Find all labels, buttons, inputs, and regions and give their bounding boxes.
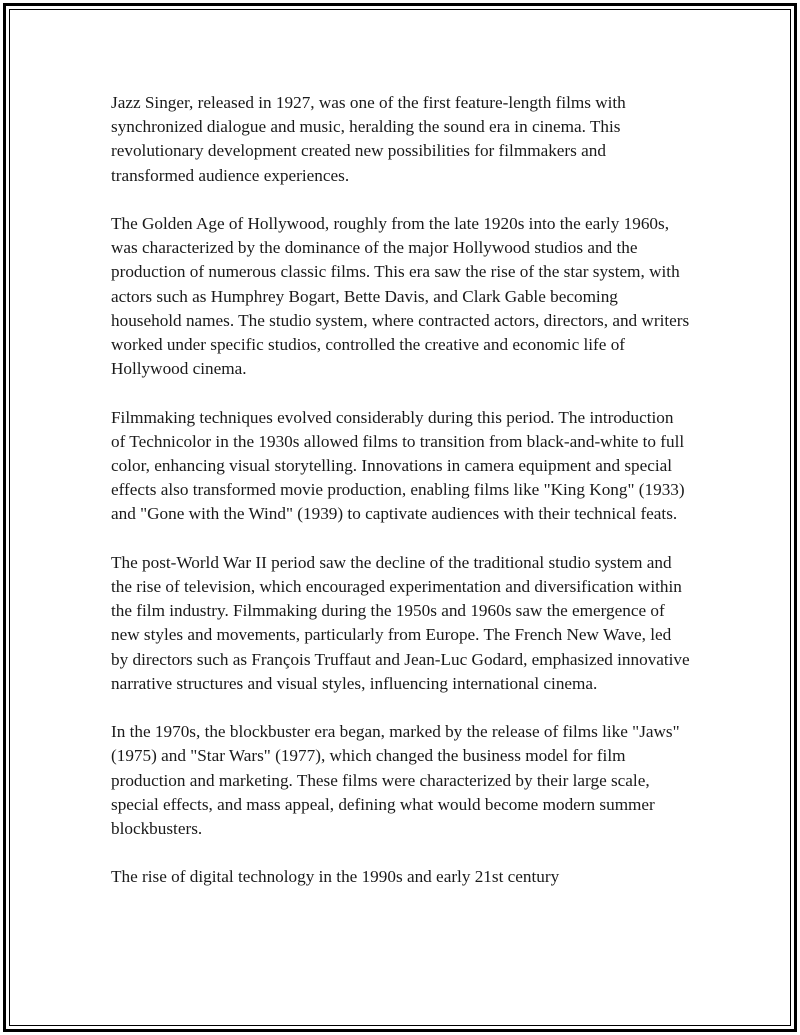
paragraph-post-war: The post-World War II period saw the decline of the traditional studio system and the rise of television, which encouraged experimentation and diversification within the film industry. Filmmaking during the 1950s and 1960s saw the emergence of new styles and movements, particularly from Europe. The French New Wave, led by directors such as François Truffaut and Jean-Luc Godard, emphasized innovative narrative structures and visual styles, influencing international cinema. bbox=[111, 552, 690, 693]
paragraph-filmmaking-techniques: Filmmaking techniques evolved considerably during this period. The introduction of Technicolor in the 1930s allowed films to transition from black-and-white to full color, enhancing visual storytelling. Innovations in camera equipment and special effects also transformed movie production, enabling films like "King Kong" (1933) and "Gone with the Wind" (1939) to captivate audiences with their technical feats. bbox=[111, 407, 685, 524]
paragraph-blockbuster-era: In the 1970s, the blockbuster era began, marked by the release of films like "Jaws" (1975) and "Star Wars" (1977), which changed the business model for film production and marketing. These films were characterized by their large scale, special effects, and mass appeal, defining what would become modern summer blockbusters. bbox=[111, 722, 680, 839]
page-body bbox=[111, 91, 691, 914]
paragraph-digital-technology: The rise of digital technology in the 1990s and early 21st century bbox=[111, 867, 560, 887]
paragraph-golden-age: The Golden Age of Hollywood, roughly from the late 1920s into the early 1960s, was characterized by the dominance of the major Hollywood studios and the production of numerous classic films. This era saw the rise of the star system, with actors such as Humphrey Bogart, Bette Davis, and Clark Gable becoming household names. The studio system, where contracted actors, directors, and writers worked under specific studios, controlled the creative and economic life of Hollywood cinema. bbox=[111, 214, 690, 379]
paragraph-sound-era: Jazz Singer, released in 1927, was one of the first feature-length films with synchronized dialogue and music, heralding the sound era in cinema. This revolutionary development created new possibilities for filmmakers and transformed audience experiences. bbox=[111, 93, 626, 185]
